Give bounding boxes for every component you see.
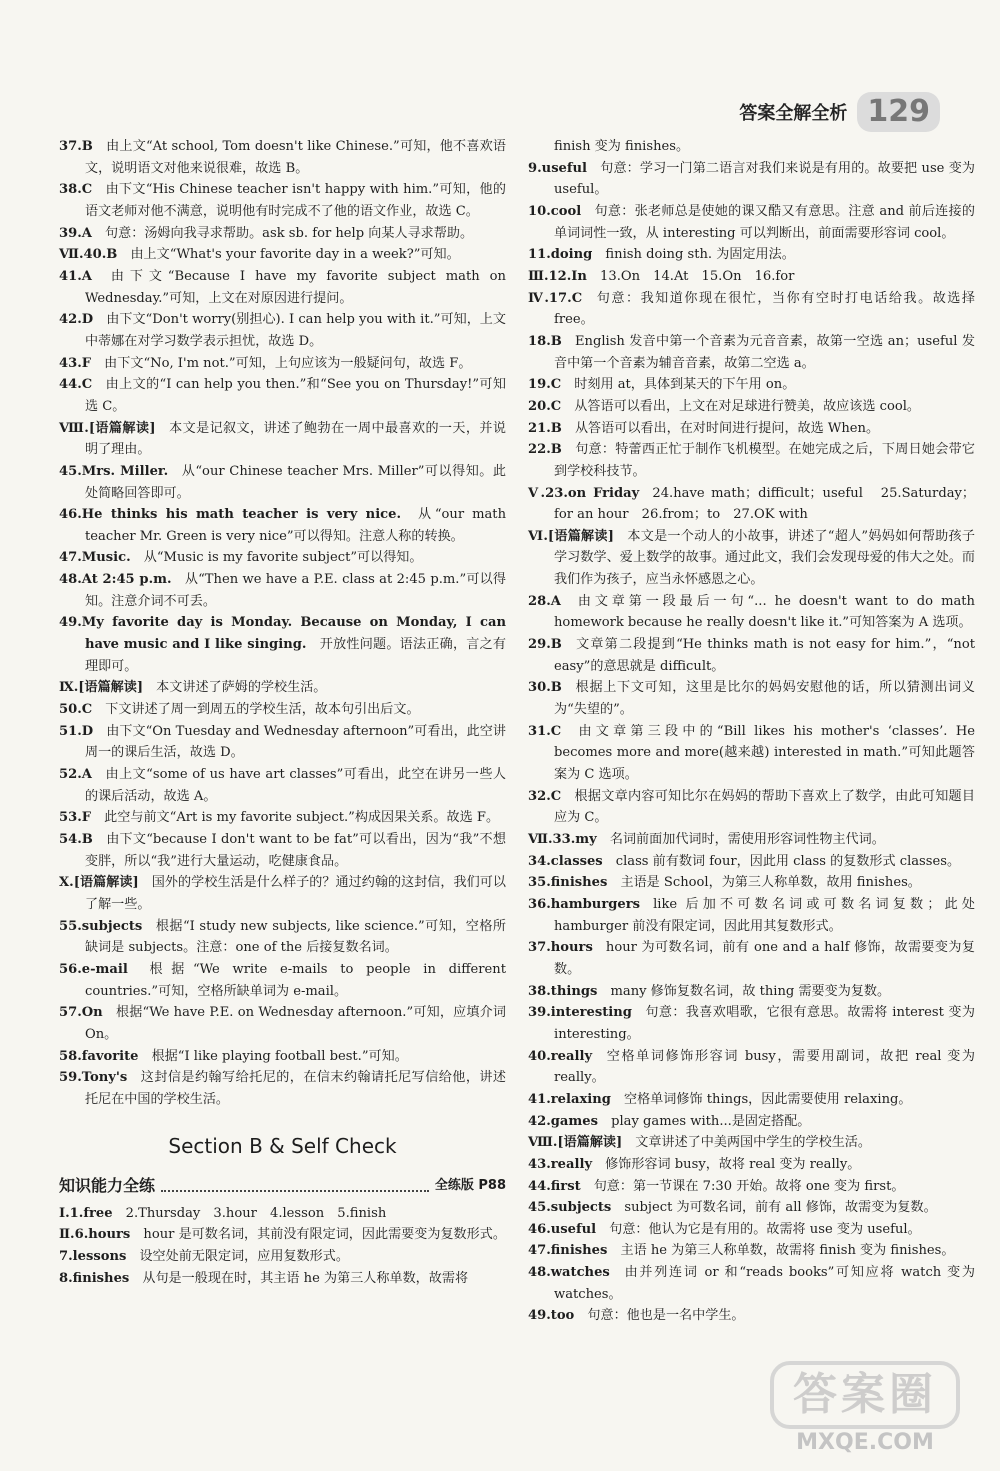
- answer-explanation: 由上文“At school, Tom doesn't like Chinese.”可知，他不喜欢语文，说明语文对他来说很难，故选 B。: [85, 139, 506, 176]
- answer-label: 34.classes: [528, 853, 603, 869]
- answer-explanation: 根据“I like playing football best.”可知。: [151, 1048, 408, 1064]
- answer-explanation: 本文是记叙文，讲述了鲍勃在一周中最喜欢的一天，并说明了理由。: [85, 420, 506, 458]
- dotted-leader: [161, 1180, 429, 1192]
- answer-explanation: 句意：他认为它是有用的。故需将 use 变为 useful。: [609, 1221, 921, 1237]
- answer-explanation: 24.have math；difficult；useful 25.Saturday；for an hour 26.from；to 27.OK with: [554, 485, 975, 523]
- answer-label: Ⅵ.[语篇解读]: [528, 528, 614, 544]
- answer-item: [528, 1240, 975, 1262]
- answer-label: Ⅷ.[语篇解读]: [59, 420, 156, 436]
- answer-label: Ⅴ.23.on Friday: [528, 485, 640, 501]
- answer-item: [528, 634, 975, 677]
- answer-item: [528, 158, 975, 201]
- answer-label: 44.C: [59, 377, 93, 393]
- answer-item: [59, 1246, 506, 1268]
- answer-item: [59, 916, 506, 959]
- answer-explanation: 由下文“No, I'm not.”可知，上句应该为一般疑问句，故选 F。: [104, 355, 472, 371]
- answer-item: [59, 418, 506, 461]
- answer-explanation: 句意：特蕾西正忙于制作飞机模型。在她完成之后，下周日她会带它到学校科技节。: [554, 442, 975, 479]
- answer-label: 44.first: [528, 1178, 581, 1194]
- answer-explanation: 13.On 14.At 15.On 16.for: [600, 268, 795, 284]
- answer-item: [528, 396, 975, 418]
- answer-label: Ⅹ.[语篇解读]: [59, 875, 139, 891]
- section-title: Section B & Self Check: [168, 1133, 397, 1158]
- answer-explanation: 句意：我喜欢唱歌，它很有意思。故需将 interest 变为 interesting。: [554, 1005, 975, 1042]
- answer-label: 37.hours: [528, 940, 593, 956]
- answer-item: [59, 504, 506, 547]
- answer-explanation: 空格单词修饰 things，因此需要使用 relaxing。: [624, 1091, 912, 1107]
- answer-item: [59, 136, 506, 179]
- answer-item: [528, 439, 975, 482]
- answer-explanation: 国外的学校生活是什么样子的？通过约翰的这封信，我们可以了解一些。: [85, 875, 507, 912]
- answer-item: [59, 764, 506, 807]
- answer-label: Ⅳ.17.C: [528, 290, 583, 306]
- answer-label: 46.He thinks his math teacher is very nice.: [59, 507, 402, 523]
- answer-item: [59, 223, 506, 245]
- answer-label: 53.F: [59, 810, 92, 826]
- answer-label: 21.B: [528, 420, 562, 436]
- page-header: [739, 92, 940, 132]
- answer-label: 51.D: [59, 723, 94, 739]
- answer-item: [528, 244, 975, 266]
- answer-label: 30.B: [528, 680, 562, 696]
- answer-item: [528, 201, 975, 244]
- answer-explanation: class 前有数词 four，因此用 class 的复数形式 classes。: [615, 853, 961, 869]
- answer-item: [59, 677, 506, 699]
- answer-explanation: subject 为可数名词，前有 all 修饰，故需变为复数。: [624, 1200, 937, 1216]
- answer-explanation: finish doing sth. 为固定用法。: [605, 247, 795, 263]
- answer-label: 31.C: [528, 723, 562, 739]
- answer-label: 45.subjects: [528, 1200, 612, 1216]
- answer-explanation: English 发音中第一个音素为元音音素，故第一空选 an；useful 发音中第一个音素为辅音音素，故第二空选 a。: [554, 333, 975, 371]
- watermark-logo: [770, 1361, 960, 1455]
- answer-label: 46.useful: [528, 1221, 597, 1237]
- answer-explanation: 开放性问题。语法正确，言之有理即可。: [85, 637, 507, 674]
- answer-label: Ⅱ.6.hours: [59, 1227, 131, 1243]
- answer-label: 59.Tony's: [59, 1070, 128, 1086]
- answer-item: [59, 1203, 506, 1225]
- answer-item: [528, 1176, 975, 1198]
- answer-label: 45.Mrs. Miller.: [59, 463, 169, 479]
- header-title: 答案全解全析: [739, 103, 848, 124]
- answer-explanation: 由下文“Because I have my favorite subject math on Wednesday.”可知，上文在对原因进行提问。: [85, 268, 506, 306]
- answer-explanation: 下文讲述了周一到周五的学校生活，故本句引出后文。: [105, 702, 420, 718]
- answer-explanation: 修饰形容词 busy，故将 real 变为 really。: [605, 1156, 861, 1172]
- answer-explanation: 由上文“What's your favorite day in a week?”可知。: [130, 247, 460, 263]
- answer-explanation: 主语 he 为第三人称单数，故需将 finish 变为 finishes。: [620, 1243, 955, 1259]
- answer-item: [528, 266, 975, 288]
- answer-item: [59, 266, 506, 309]
- knowledge-bar: [59, 1173, 506, 1199]
- answer-label: Ⅸ.[语篇解读]: [59, 680, 144, 696]
- answer-label: 56.e-mail: [59, 961, 128, 977]
- answer-label: 50.C: [59, 702, 93, 718]
- answer-label: 10.cool: [528, 203, 582, 219]
- answer-item: [59, 1002, 506, 1045]
- answer-item: [528, 937, 975, 980]
- answer-item: [528, 1305, 975, 1327]
- answer-explanation: 从答语可以看出，上文在对足球进行赞美，故应该选 cool。: [574, 398, 920, 414]
- answer-item: [528, 677, 975, 720]
- answer-item: [59, 829, 506, 872]
- answer-explanation: 由上文“some of us have art classes”可看出，此空在讲另一些人的课后活动，故选 A。: [85, 767, 506, 804]
- answer-label: 36.hamburgers: [528, 896, 640, 912]
- answer-label: 37.B: [59, 139, 93, 154]
- answer-label: 52.A: [59, 767, 92, 783]
- answer-explanation: hour 是可数名词，其前没有限定词，因此需要变为复数形式。: [143, 1227, 506, 1243]
- answer-explanation: 句意：他也是一名中学生。: [587, 1308, 745, 1324]
- answer-item: [528, 786, 975, 829]
- answer-label: 18.B: [528, 333, 562, 349]
- answer-label: 42.games: [528, 1113, 598, 1129]
- answer-explanation: 设空处前无限定词，应用复数形式。: [139, 1248, 349, 1264]
- answer-label: 41.A: [59, 268, 92, 284]
- answer-explanation: 名词前面加代词时，需使用形容词性物主代词。: [609, 832, 885, 847]
- answer-item: [59, 1046, 506, 1068]
- answer-explanation: 由文章第三段中的“Bill likes his mother's ‘classes’. He becomes more and more(越来越) interested in math.”可知此题答案为 C 选项。: [554, 723, 975, 783]
- answer-label: 38.C: [59, 182, 93, 198]
- answer-item: [528, 1262, 975, 1305]
- answer-item: [59, 1067, 506, 1110]
- answer-explanation: 由下文“On Tuesday and Wednesday afternoon”可看出，此空讲周一的课后生活，故选 D。: [85, 723, 506, 761]
- answer-explanation: 句意：我知道你现在很忙，当你有空时打电话给我。故选择 free。: [554, 290, 976, 328]
- answer-item: [59, 309, 506, 352]
- answer-explanation: 根据“We have P.E. on Wednesday afternoon.”可知，应填介词 On。: [85, 1005, 506, 1042]
- answer-label: 40.really: [528, 1048, 593, 1064]
- answer-label: 28.A: [528, 593, 561, 609]
- answer-explanation: 本文是一个动人的小故事，讲述了“超人”妈妈如何帮助孩子学习数学、爱上数学的故事。通过此文，我们会发现母爱的伟大之处。而我们作为孩子，应当永怀感恩之心。: [554, 528, 975, 588]
- answer-explanation: many 修饰复数名词，故 thing 需要变为复数。: [610, 983, 891, 999]
- answer-item: [528, 1197, 975, 1219]
- answer-item: [528, 1046, 975, 1089]
- answer-label: 19.C: [528, 377, 562, 393]
- answer-label: 41.relaxing: [528, 1091, 611, 1107]
- answer-explanation: 从“our Chinese teacher Mrs. Miller”可以得知。此处简略回答即可。: [85, 463, 506, 501]
- answer-item: [59, 353, 506, 375]
- answer-item: [528, 872, 975, 894]
- answer-explanation: 本文讲述了萨姆的学校生活。: [156, 680, 327, 696]
- answer-explanation: 空格单词修饰形容词 busy，需要用副词，故把 real 变为 really。: [554, 1048, 975, 1086]
- answer-item: [528, 1089, 975, 1111]
- answer-item: [528, 1219, 975, 1241]
- watermark-logo-text: 答案圈: [770, 1361, 960, 1429]
- answer-label: 49.too: [528, 1308, 575, 1324]
- answer-label: 35.finishes: [528, 875, 608, 891]
- answer-explanation: 文章讲述了中美两国中学生的学校生活。: [635, 1135, 871, 1151]
- answer-item: [528, 894, 975, 937]
- right-column: [528, 136, 975, 1327]
- answer-label: Ⅲ.12.In: [528, 268, 587, 284]
- answer-label: Ⅷ.[语篇解读]: [528, 1135, 623, 1151]
- answer-explanation: 这封信是约翰写给托尼的，在信末约翰请托尼写信给他，讲述托尼在中国的学校生活。: [85, 1070, 506, 1107]
- answer-label: 22.B: [528, 442, 562, 458]
- answer-explanation: 句意：第一节课在 7:30 开始。故将 one 变为 first。: [593, 1178, 905, 1194]
- answer-label: 39.A: [59, 225, 92, 241]
- answer-explanation: 句意：张老师总是使她的课又酷又有意思。注意 and 前后连接的单词词性一致，从 interesting 可以判断出，前面需要形容词 cool。: [554, 203, 975, 241]
- answer-item: [59, 461, 506, 504]
- answer-label: 49.My favorite day is Monday. Because on Monday, I can have music and I like singing.: [59, 615, 506, 653]
- answer-label: Ⅶ.33.my: [528, 832, 597, 847]
- answer-explanation: 2.Thursday 3.hour 4.lesson 5.finish: [125, 1205, 387, 1221]
- answer-item: [528, 1002, 975, 1045]
- answer-label: 7.lessons: [59, 1248, 127, 1264]
- answer-explanation: 从“our math teacher Mr. Green is very nice”可以得知。注意人称的转换。: [85, 507, 506, 544]
- answer-item: [59, 1224, 506, 1246]
- knowledge-ref: 全练版 P88: [434, 1177, 506, 1193]
- answer-explanation: 文章第二段提到“He thinks math is not easy for him.”，“not easy”的意思就是 difficult。: [554, 637, 975, 674]
- answer-item: [528, 136, 975, 158]
- answer-explanation: finish 变为 finishes。: [554, 139, 690, 154]
- answer-label: 58.favorite: [59, 1048, 139, 1064]
- answer-item: [59, 721, 506, 764]
- answer-item: [528, 591, 975, 634]
- knowledge-title: 知识能力全练: [59, 1175, 156, 1195]
- answer-item: [528, 851, 975, 873]
- answer-item: [528, 331, 975, 374]
- answer-explanation: 由并列连词 or 和“reads books”可知应将 watch 变为 watches。: [554, 1265, 975, 1302]
- answer-label: 47.finishes: [528, 1243, 608, 1259]
- answer-explanation: 从“Then we have a P.E. class at 2:45 p.m.”可以得知。注意介词不可丢。: [85, 572, 506, 609]
- answer-explanation: like 后加不可数名词或可数名词复数；此处 hamburger 前没有限定词，因此用其复数形式。: [554, 896, 975, 934]
- answer-label: 55.subjects: [59, 918, 143, 934]
- answer-item: [59, 569, 506, 612]
- answer-item: [59, 244, 506, 266]
- answer-item: [528, 1132, 975, 1154]
- answer-label: 39.interesting: [528, 1005, 632, 1021]
- watermark-url: MXQE.COM: [796, 1430, 934, 1455]
- answer-label: 47.Music.: [59, 550, 131, 566]
- answer-label: 9.useful: [528, 160, 588, 176]
- answer-label: 20.C: [528, 398, 562, 414]
- answer-item: [528, 418, 975, 440]
- answer-item: [59, 179, 506, 222]
- left-column: [59, 136, 506, 1289]
- answer-explanation: 根据“I study new subjects, like science.”可知，空格所缺词是 subjects。注意：one of the 后接复数名词。: [85, 918, 506, 956]
- answer-explanation: 从句是一般现在时，其主语 he 为第三人称单数，故需将: [142, 1270, 469, 1286]
- answer-item: [528, 981, 975, 1003]
- answer-label: 54.B: [59, 832, 93, 847]
- answer-label: 38.things: [528, 983, 598, 999]
- answer-explanation: 由下文“because I don't want to be fat”可以看出，因为“我”不想变胖，所以“我”进行大量运动，吃健康食品。: [85, 832, 506, 869]
- answer-explanation: 根据文章内容可知比尔在妈妈的帮助下喜欢上了数学，由此可知题目应为 C。: [554, 788, 975, 826]
- answer-label: 29.B: [528, 637, 562, 653]
- answer-item: [59, 547, 506, 569]
- answer-label: 48.At 2:45 p.m.: [59, 572, 172, 588]
- answer-label: 32.C: [528, 788, 562, 804]
- right-answer-list: [528, 136, 975, 1327]
- answer-label: 8.finishes: [59, 1270, 130, 1286]
- page-number: 129: [857, 92, 940, 132]
- answer-item: [59, 699, 506, 721]
- answer-label: 57.On: [59, 1005, 103, 1021]
- answer-explanation: 由下文“His Chinese teacher isn't happy with him.”可知，他的语文老师对他不满意，说明他有时完成不了他的语文作业，故选 C。: [85, 182, 506, 219]
- answer-explanation: 根据“We write e-mails to people in different countries.”可知，空格所缺单词为 e-mail。: [85, 961, 506, 999]
- answer-item: [528, 288, 975, 331]
- answer-item: [59, 612, 506, 677]
- answer-item: [59, 374, 506, 417]
- answer-explanation: 句意：学习一门第二语言对我们来说是有用的。故要把 use 变为 useful。: [554, 160, 975, 198]
- answer-explanation: 句意：汤姆向我寻求帮助。ask sb. for help 向某人寻求帮助。: [105, 225, 474, 241]
- left-bottom-answer-list: [59, 1203, 506, 1290]
- answer-label: 43.F: [59, 355, 92, 371]
- answer-item: [528, 526, 975, 591]
- answer-explanation: hour 为可数名词，前有 one and a half 修饰，故需要变为复数。: [554, 940, 975, 977]
- answer-label: 43.really: [528, 1156, 593, 1172]
- answer-explanation: 由文章第一段最后一句“... he doesn't want to do math homework because he really doesn't like it.”可知答案为 A 选项。: [554, 593, 975, 631]
- answer-item: [528, 721, 975, 786]
- answer-label: 42.D: [59, 312, 94, 328]
- answer-explanation: 时刻用 at，具体到某天的下午用 on。: [574, 377, 796, 393]
- answer-label: Ⅰ.1.free: [59, 1205, 113, 1221]
- answer-item: [528, 1154, 975, 1176]
- answer-explanation: 由下文“Don't worry(别担心). I can help you with it.”可知，上文中蒂娜在对学习数学表示担忧，故选 D。: [85, 312, 506, 349]
- answer-item: [528, 829, 975, 851]
- answer-explanation: 主语是 School，为第三人称单数，故用 finishes。: [620, 875, 921, 891]
- answer-label: Ⅶ.40.B: [59, 247, 118, 263]
- answer-item: [59, 872, 506, 915]
- answer-explanation: 由上文的“I can help you then.”和“See you on Thursday!”可知选 C。: [85, 377, 506, 414]
- answer-explanation: 从答语可以看出，在对时间进行提问，故选 When。: [574, 420, 880, 436]
- answer-item: [528, 374, 975, 396]
- answer-item: [59, 807, 506, 829]
- answer-explanation: play games with...是固定搭配。: [611, 1113, 811, 1129]
- answer-label: 11.doing: [528, 247, 593, 263]
- answer-item: [528, 483, 975, 526]
- answer-explanation: 从“Music is my favorite subject”可以得知。: [143, 550, 423, 566]
- answer-explanation: 根据上下文可知，这里是比尔的妈妈安慰他的话，所以猜测出词义为“失望的”。: [554, 680, 975, 718]
- answer-label: 48.watches: [528, 1265, 610, 1281]
- answer-explanation: 此空与前文“Art is my favorite subject.”构成因果关系。故选 F。: [104, 810, 500, 826]
- left-answer-list: [59, 136, 506, 1111]
- answer-item: [59, 959, 506, 1002]
- answer-item: [528, 1111, 975, 1133]
- answer-item: [59, 1268, 506, 1290]
